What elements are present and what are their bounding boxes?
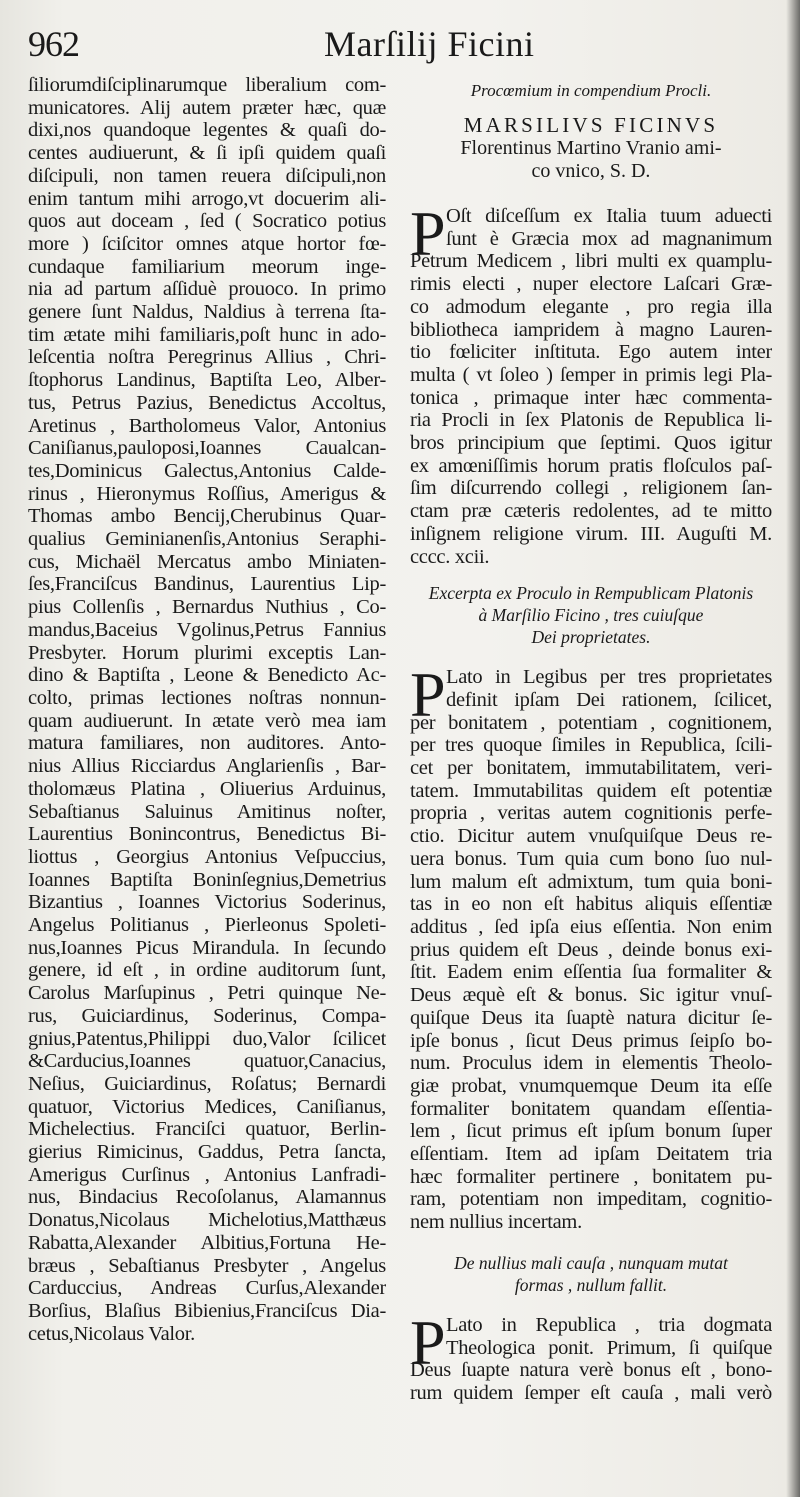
text-line: bibliotheca iampridem à magno Lauren-	[410, 318, 772, 341]
text-line: cus, Michaël Mercatus ambo Miniaten-	[28, 550, 386, 573]
text-line: Sebaſtianus Saluinus Amitinus noſter,	[28, 800, 386, 823]
text-line: Thomas ambo Bencij,Cherubinus Quar-	[28, 505, 386, 528]
text-line: ipſe bonus , ſicut Deus primus ſeipſo bo-	[410, 1029, 772, 1052]
author-heading: MARSILIVS FICINVS	[463, 113, 719, 137]
salutation-line: Florentinus Martino Vranio ami-	[460, 137, 722, 159]
text-line: per bonitatem , potentiam , cognitionem,	[410, 711, 772, 734]
text-line: additus , ſed ipſa eius eſſentia. Non enim	[410, 915, 772, 938]
text-line: Michelectius. Franciſci quatuor, Berlin-	[28, 1118, 386, 1141]
text-line: dino & Baptiſta , Leone & Benedicto Ac-	[28, 664, 386, 687]
text-line: lum malum eſt admixtum, tum quia boni-	[410, 870, 772, 893]
text-line: ſtophorus Landinus, Baptiſta Leo, Alber-	[28, 369, 386, 392]
text-line: ctio. Dicitur autem vnuſquiſque Deus re-	[410, 825, 772, 848]
text-line: nem nullius incertam.	[410, 1211, 582, 1234]
text-line: ctam præ cæteris redolentes, ad te mitto	[410, 500, 772, 523]
text-line: ex amœniſſimis horum pratis floſculos paſ-	[410, 454, 772, 477]
text-line: Donatus,Nicolaus Michelotius,Matthæus	[28, 1209, 386, 1232]
text-line: Rabatta,Alexander Albitius,Fortuna He-	[28, 1231, 386, 1254]
text-line: cccc. xcii.	[410, 545, 490, 568]
text-line: quatuor, Victorius Medices, Caniſianus,	[28, 1095, 386, 1118]
heading-line: Dei proprietates.	[531, 627, 651, 648]
text-line: Deus ſuapte natura verè bonus eſt , bono-	[410, 1359, 772, 1382]
text-line: cundaque familiarium meorum inge-	[28, 255, 386, 278]
text-line: Presbyter. Horum plurimi exceptis Lan-	[28, 641, 386, 664]
text-line: bros principium que ſeptimi. Quos igitur	[410, 432, 772, 455]
text-line: tas in eo non eſt habitus aliquis eſſentiæ	[410, 893, 772, 916]
page-edge-shadow	[786, 0, 800, 1497]
text-line: quam audiuerunt. In ætate verò mea iam	[28, 709, 386, 732]
page-header	[28, 18, 770, 68]
text-line: uera bonus. Tum quia cum bono ſuo nul-	[410, 847, 772, 870]
text-line: Carduccius, Andreas Curſus,Alexander	[28, 1277, 386, 1300]
text-line: tholomæus Platina , Oliuerius Arduinus,	[28, 777, 386, 800]
text-line: tes,Dominicus Galectus,Antonius Calde-	[28, 459, 386, 482]
text-line: nius Allius Ricciardus Anglarienſis , Bar-	[28, 755, 386, 778]
plato-legibus-paragraph	[410, 659, 772, 1234]
right-column	[410, 74, 772, 1405]
text-line: ſiliorumdiſciplinarumque liberalium com-	[28, 74, 386, 96]
left-column	[28, 74, 386, 1345]
text-line: nus, Bindacius Recoſolanus, Alamannus	[28, 1186, 386, 1209]
nullius-heading	[410, 1252, 772, 1296]
text-line: nus,Ioannes Picus Mirandula. In ſecundo	[28, 936, 386, 959]
text-line: tatem. Immutabilitas quidem eſt potentiæ	[410, 779, 772, 802]
text-line: quiſque Deus ita ſuaptè natura dicitur ſe-	[410, 1006, 772, 1029]
text-line: diſcipuli, non tamen reuera diſcipuli,non	[28, 164, 386, 187]
text-line: Petrum Medicem , libri multi ex quamplu-	[410, 250, 772, 273]
text-line: &Carducius,Ioannes quatuor,Canacius,	[28, 1050, 386, 1073]
text-line: municatores. Alij autem præter hæc, quæ	[28, 96, 386, 119]
page-number: 962	[28, 24, 79, 64]
text-line: enim tantum mihi arrogo,vt docuerim ali-	[28, 187, 386, 210]
drop-cap: P	[410, 198, 446, 269]
text-line: tio fœliciter inſtituta. Ego autem inter	[410, 341, 772, 364]
text-line: formaliter bonitatem quandam eſſentia-	[410, 1097, 772, 1120]
text-line: tonica , primaque inter hæc commenta-	[410, 386, 772, 409]
text-line: bræus , Sebaſtianus Presbyter , Angelus	[28, 1254, 386, 1277]
heading-line: à Marſilio Ficino , tres cuiuſque	[478, 605, 704, 626]
text-line: ria Procli in ſex Platonis de Republica li-	[410, 409, 772, 432]
text-line: matura familiares, non auditores. Anto-	[28, 732, 386, 755]
prooemium-title: Procœmium in compendium Procli.	[470, 81, 712, 100]
text-line: quos aut doceam , ſed ( Socratico potius	[28, 210, 386, 233]
text-line: genere ſunt Naldus, Naldius à terrena ſta-	[28, 301, 386, 324]
drop-cap: P	[410, 1306, 446, 1378]
text-line: num. Proculus idem in elementis Theolo-	[410, 1052, 772, 1075]
text-line: Laurentius Bonincontrus, Benedictus Bi-	[28, 823, 386, 846]
text-line: ſunt è Græcia mox ad magnanimum	[446, 227, 772, 250]
text-line: per tres quoque ſimiles in Republica, ſcili-	[410, 734, 772, 757]
text-line: cet per bonitatem, immutabilitatem, veri-	[410, 757, 772, 780]
heading-line: formas , nullum fallit.	[514, 1274, 668, 1295]
excerpta-heading	[410, 582, 772, 648]
drop-cap: P	[410, 659, 446, 731]
text-line: qualius Geminianenſis,Antonius Seraphi-	[28, 528, 386, 551]
text-line: Lato in Republica , tria dogmata	[446, 1313, 772, 1336]
text-line: leſcentia noſtra Peregrinus Allius , Chri-	[28, 346, 386, 369]
text-line: propria , veritas autem cognitionis perfe-	[410, 802, 772, 825]
text-line: tus, Petrus Pazius, Benedictus Accoltus,	[28, 391, 386, 414]
letter-paragraph	[410, 198, 772, 568]
text-line: definit ipſam Dei rationem, ſcilicet,	[446, 688, 772, 711]
text-line: Bizantius , Ioannes Victorius Soderinus,	[28, 891, 386, 914]
text-line: Amerigus Curſinus , Antonius Lanfradi-	[28, 1163, 386, 1186]
text-line: colto, primas lectiones noſtras nonnun-	[28, 686, 386, 709]
heading-line: De nullius mali cauſa , nunquam mutat	[454, 1252, 728, 1273]
text-line: co admodum elegante , pro regia illa	[410, 295, 772, 318]
text-line: Carolus Marſupinus , Petri quinque Ne-	[28, 982, 386, 1005]
text-line: genere, id eſt , in ordine auditorum ſunt,	[28, 959, 386, 982]
text-line: multa ( vt ſoleo ) ſemper in primis legi Pla-	[410, 363, 772, 386]
text-line: inſignem religione virum. III. Auguſti M.	[410, 522, 772, 545]
heading-line: Excerpta ex Proculo in Rempublicam Platonis	[428, 583, 754, 604]
text-line: Lato in Legibus per tres proprietates	[446, 666, 772, 689]
plato-republica-paragraph	[410, 1306, 772, 1405]
text-line: pius Collenſis , Bernardus Nuthius , Co-	[28, 596, 386, 619]
text-line: ſes,Franciſcus Bandinus, Laurentius Lip-	[28, 573, 386, 596]
text-line: centes audiuerunt, & ſi ipſi quidem quaſi	[28, 142, 386, 165]
running-head: Marſilij Ficini	[324, 24, 535, 64]
text-line: Theologica ponit. Primum, ſi quiſque	[446, 1336, 772, 1359]
text-line: rum quidem ſemper eſt cauſa , mali verò	[410, 1381, 772, 1404]
text-line: giæ probat, vnumquemque Deum ita eſſe	[410, 1074, 772, 1097]
text-line: Neſius, Guiciardinus, Roſatus; Bernardi	[28, 1072, 386, 1095]
text-line: eſſentiam. Item ad ipſam Deitatem tria	[410, 1143, 772, 1166]
text-line: mandus,Baceius Vgolinus,Petrus Fannius	[28, 618, 386, 641]
text-line: hæc formaliter pertinere , bonitatem pu-	[410, 1165, 772, 1188]
salutation-line: co vnico, S. D.	[531, 160, 651, 182]
text-line: Angelus Politianus , Pierleonus Spoleti-	[28, 914, 386, 937]
text-line: Aretinus , Bartholomeus Valor, Antonius	[28, 414, 386, 437]
text-line: rus, Guiciardinus, Soderinus, Compa-	[28, 1004, 386, 1027]
text-line: nia ad partum aſſiduè prouoco. In primo	[28, 278, 386, 301]
text-line: ram, potentiam non impeditam, cognitio-	[410, 1188, 772, 1211]
text-line: tim ætate mihi familiaris,poſt hunc in ado-	[28, 323, 386, 346]
text-line: dixi,nos quandoque legentes & quaſi do-	[28, 119, 386, 142]
text-line: ſtit. Eadem enim eſſentia ſua formaliter &	[410, 961, 772, 984]
text-line: rimis electi , nuper electore Laſcari Græ-	[410, 273, 772, 296]
text-line: Oſt diſceſſum ex Italia tuum aduecti	[446, 205, 772, 227]
text-line: cetus,Nicolaus Valor.	[28, 1322, 195, 1345]
text-line: Borſius, Blaſius Bibienius,Franciſcus Dia-	[28, 1299, 386, 1322]
text-line: Deus æquè eſt & bonus. Sic igitur vnuſ-	[410, 984, 772, 1007]
text-line: Caniſianus,pauloposi,Ioannes Caualcan-	[28, 437, 386, 460]
text-line: rinus , Hieronymus Roſſius, Amerigus &	[28, 482, 386, 505]
text-line: gnius,Patentus,Philippi duo,Valor ſcilicet	[28, 1027, 386, 1050]
text-line: more ) ſciſcitor omnes atque hortor fœ-	[28, 232, 386, 255]
text-line: lem , ſicut primus eſt ipſum bonum ſuper	[410, 1120, 772, 1143]
text-line: Ioannes Baptiſta Boninſegnius,Demetrius	[28, 868, 386, 891]
text-line: gierius Rimicinus, Gaddus, Petra ſancta,	[28, 1141, 386, 1164]
text-line: prius quidem eſt Deus , deinde bonus exi-	[410, 938, 772, 961]
text-line: liottus , Georgius Antonius Veſpuccius,	[28, 845, 386, 868]
text-line: ſim diſcurrendo collegi , religionem ſan-	[410, 477, 772, 500]
